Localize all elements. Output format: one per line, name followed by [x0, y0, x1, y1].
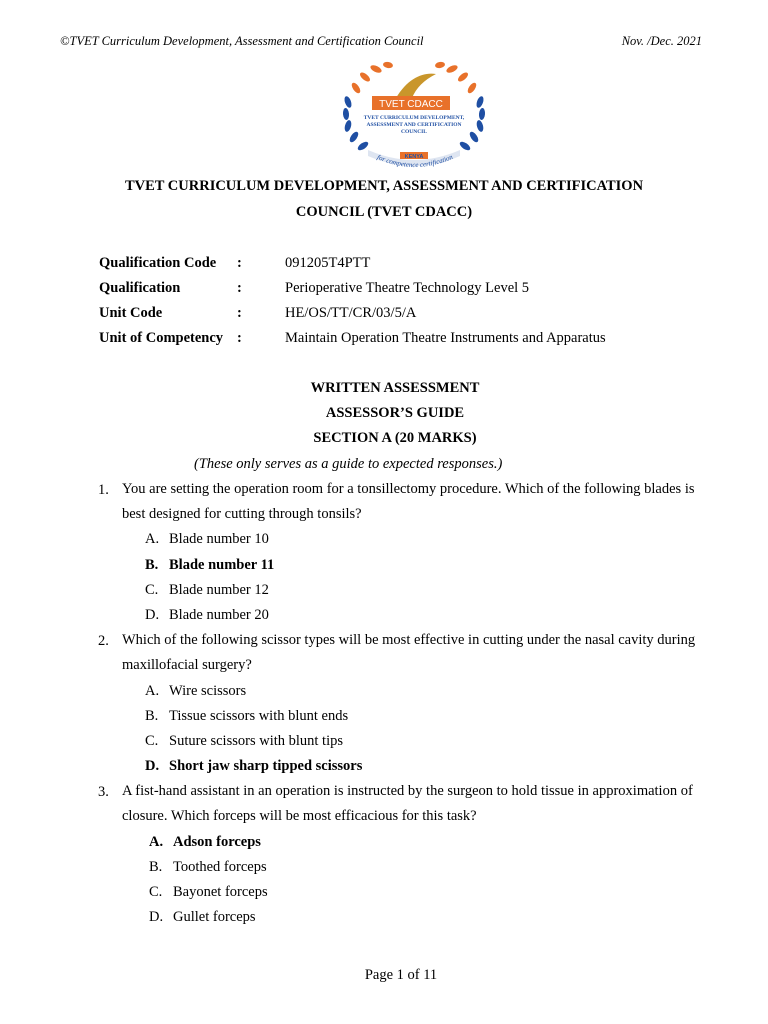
answer-option: B. Tissue scissors with blunt ends [145, 708, 349, 724]
heading-assessors-guide: ASSESSOR’S GUIDE [325, 405, 465, 421]
council-title-line1: TVET CURRICULUM DEVELOPMENT, ASSESSMENT AND CERTIFICATION [124, 178, 644, 194]
svg-text:ASSESSMENT AND CERTIFICATION: ASSESSMENT AND CERTIFICATION [366, 122, 462, 128]
info-label: Unit Code [99, 305, 163, 321]
svg-text:for competence certification: for competence certification [375, 152, 455, 170]
answer-option: D. Gullet forceps [149, 909, 256, 925]
answer-option: B. Toothed forceps [149, 859, 267, 875]
info-value: Maintain Operation Theatre Instruments and Apparatus [285, 330, 606, 346]
heading-written-assessment: WRITTEN ASSESSMENT [310, 380, 480, 396]
question-text: A fist-hand assistant in an operation is instructed by the surgeon to hold tissue in approximation of closure. Which forceps will be most efficacious for this task? [122, 783, 693, 824]
info-value: Perioperative Theatre Technology Level 5 [285, 280, 530, 296]
tvet-cdacc-logo [338, 58, 490, 174]
heading-section-a: SECTION A (20 MARKS) [313, 430, 477, 446]
answer-option: A. Blade number 10 [145, 531, 269, 547]
question-text: Which of the following scissor types will be most effective in cutting under the nasal cavity during maxillofacial surgery? [122, 632, 696, 673]
header-date: Nov. /Dec. 2021 [621, 34, 702, 48]
info-value: HE/OS/TT/CR/03/5/A [285, 305, 417, 321]
question-number: 1. [98, 482, 109, 498]
answer-option: C. Suture scissors with blunt tips [145, 733, 344, 749]
info-value: 091205T4PTT [285, 255, 371, 271]
question-number: 2. [98, 633, 109, 649]
info-label: Qualification Code [99, 255, 217, 271]
council-title-line2: COUNCIL (TVET CDACC) [295, 204, 473, 220]
answer-option-correct: B. Blade number 11 [145, 557, 275, 573]
question-text: You are setting the operation room for a tonsillectomy procedure. Which of the following blades is best designed for cutting through tonsils? [122, 481, 695, 522]
svg-text:COUNCIL: COUNCIL [401, 129, 427, 135]
answer-option: D. Blade number 20 [145, 607, 269, 623]
info-colon: : [237, 255, 242, 271]
page-number: Page 1 of 11 [364, 967, 438, 983]
info-label: Qualification [99, 280, 181, 296]
info-colon: : [237, 305, 242, 321]
info-colon: : [237, 280, 242, 296]
question-number: 3. [98, 784, 109, 800]
answer-option: C. Bayonet forceps [149, 884, 268, 900]
info-label: Unit of Competency [99, 330, 224, 346]
answer-option-correct: A. Adson forceps [149, 834, 261, 850]
svg-text:KENYA: KENYA [404, 154, 424, 160]
guide-note: (These only serves as a guide to expected responses.) [194, 456, 503, 472]
svg-text:TVET CURRICULUM DEVELOPMENT,: TVET CURRICULUM DEVELOPMENT, [363, 115, 465, 121]
answer-option: C. Blade number 12 [145, 582, 269, 598]
answer-option-correct: D. Short jaw sharp tipped scissors [145, 758, 363, 774]
answer-option: A. Wire scissors [145, 683, 247, 699]
info-colon: : [237, 330, 242, 346]
svg-text:TVET CDACC: TVET CDACC [379, 99, 443, 110]
header-council-name: ©TVET Curriculum Development, Assessment and Certification Council [60, 34, 424, 48]
